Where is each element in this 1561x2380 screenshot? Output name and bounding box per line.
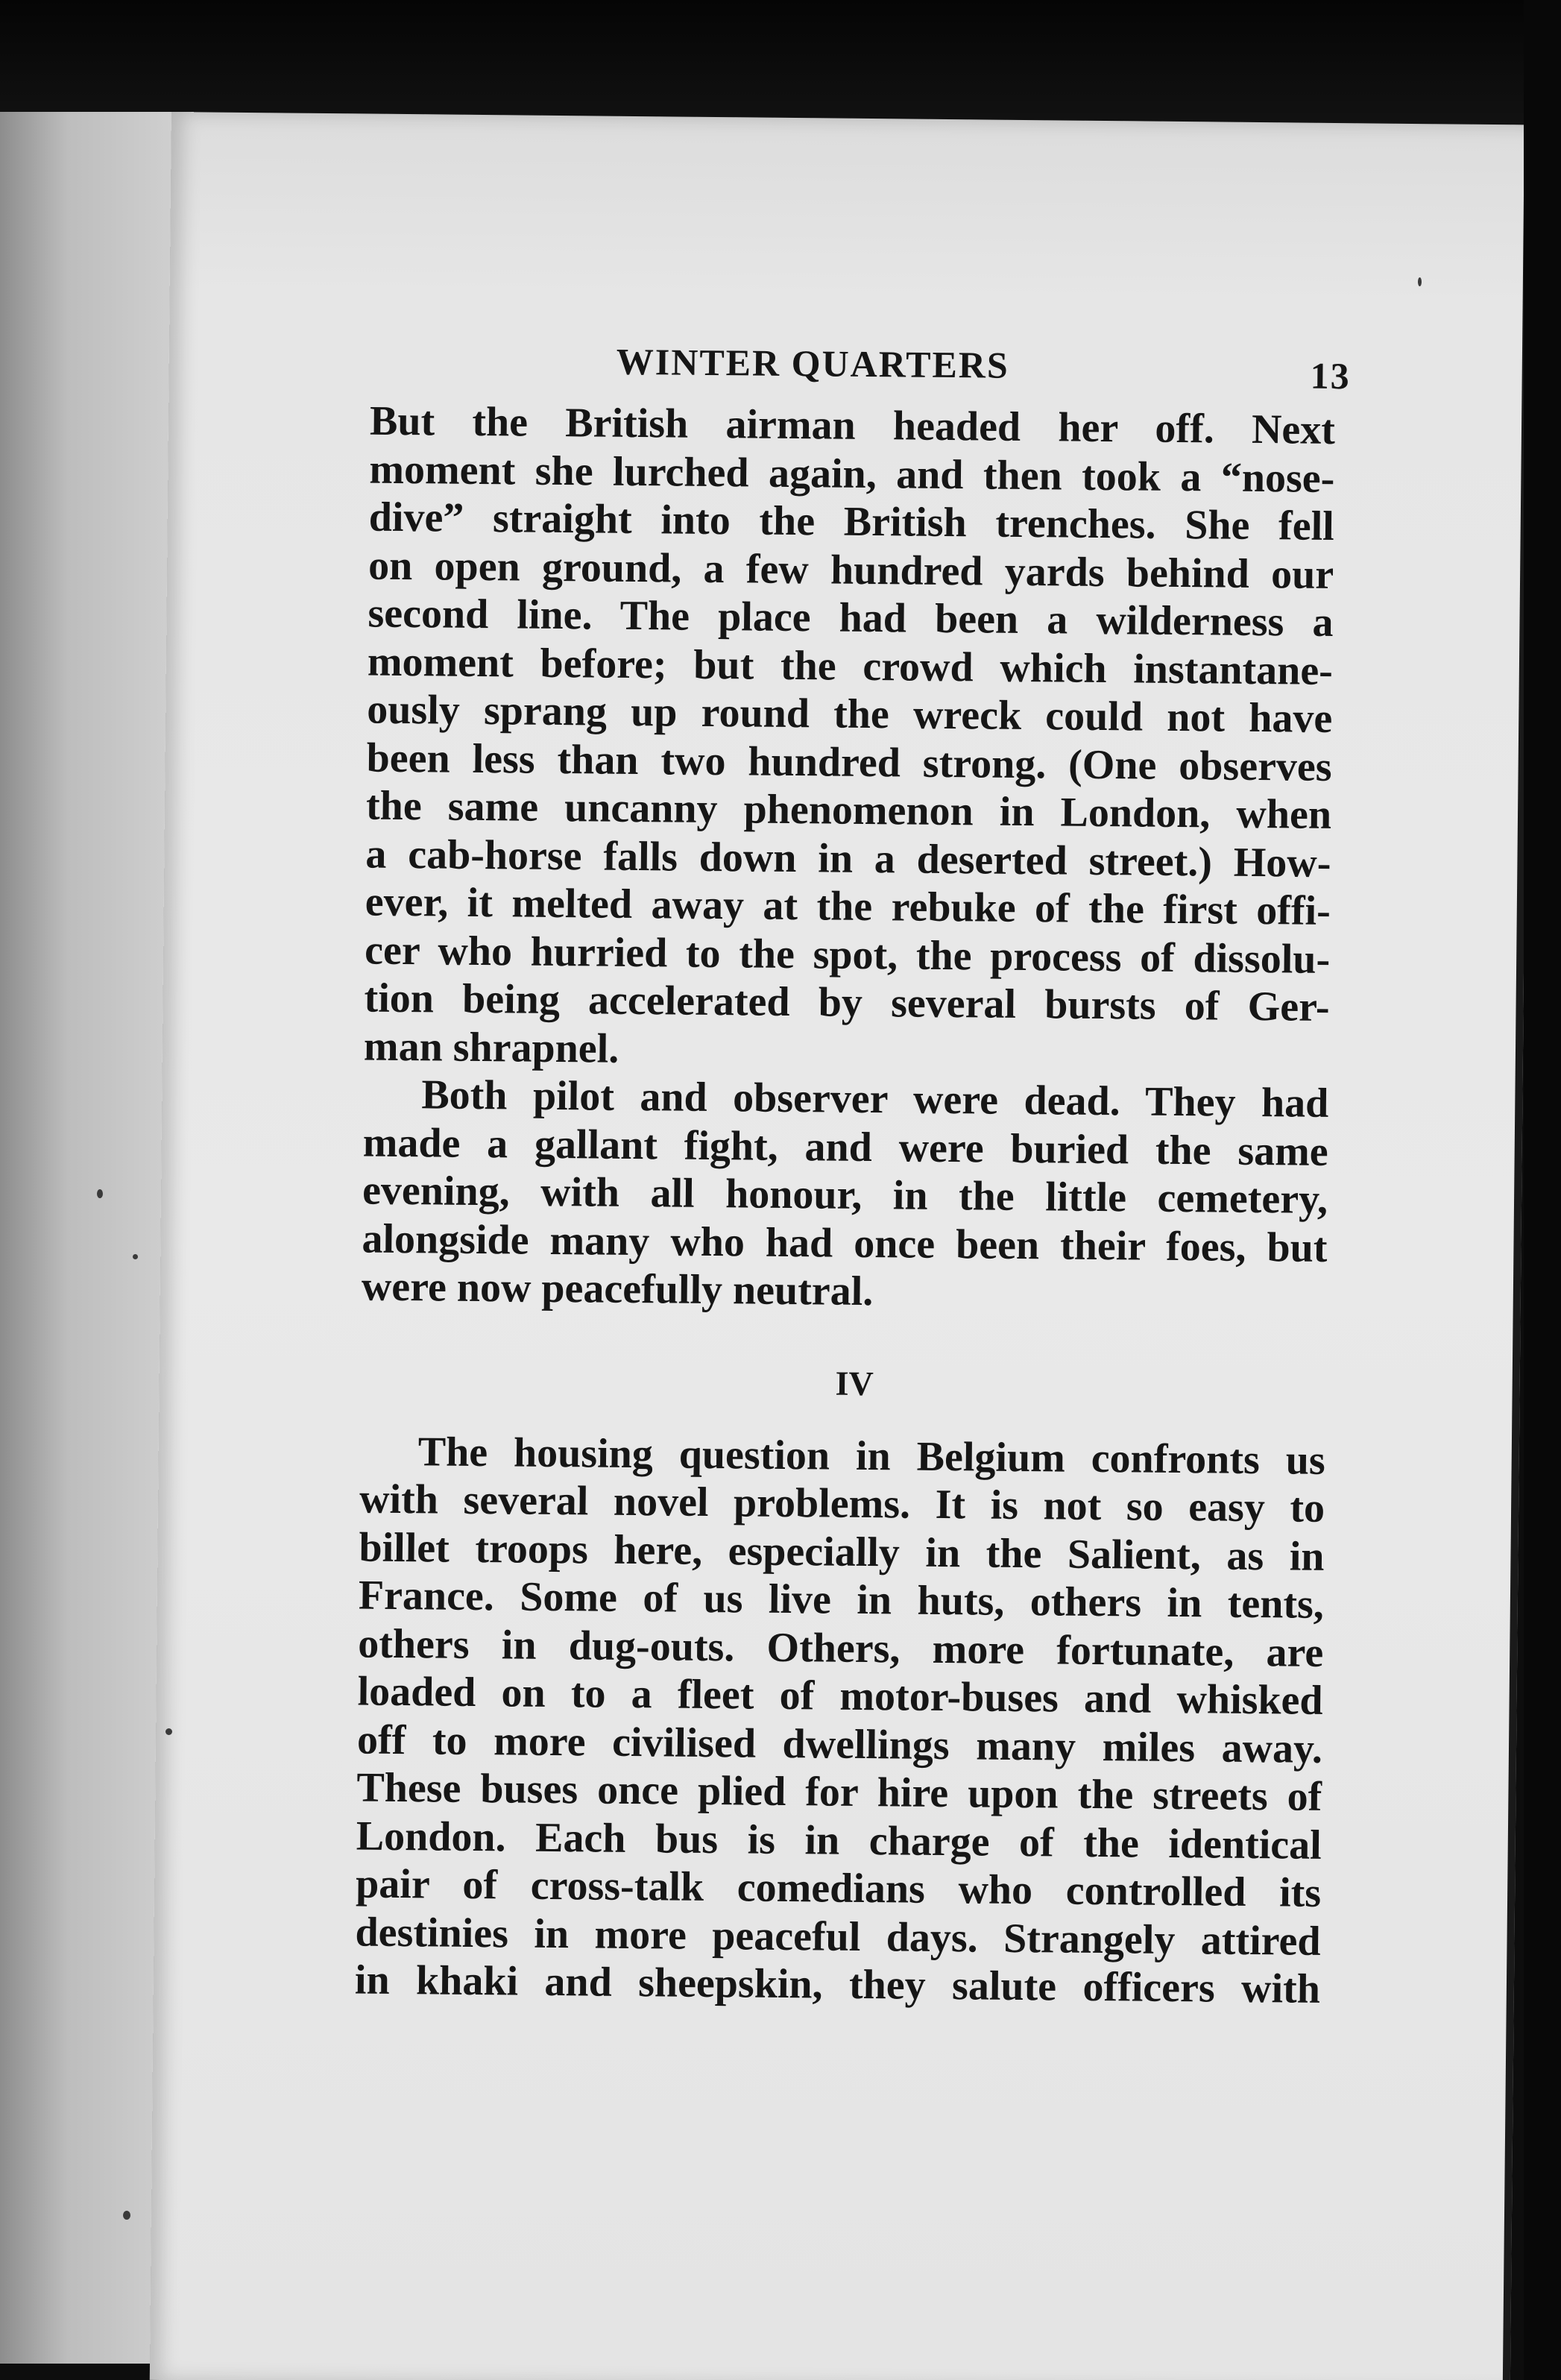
text-line: The housing question in Belgium confronts us [417,1428,1326,1484]
text-line: in khaki and sheepskin, they salute officers with [354,1956,1321,2012]
scan-speck [165,1728,172,1735]
text-line: cer who hurried to the spot, the process of dissolu- [364,927,1331,983]
page-text-block [354,338,1351,2014]
paragraph-2 [362,1071,1329,1320]
running-title: WINTER QUARTERS [616,340,1010,386]
text-line: man shrapnel. [363,1023,619,1072]
text-line: alongside many who had once been their foes, but [362,1215,1328,1271]
text-line: London. Each bus is in charge of the identical [356,1812,1322,1869]
scan-speck [123,2211,130,2220]
text-line: ously sprang up round the wreck could not have [367,686,1333,742]
text-line: ever, it melted away at the rebuke of the first offi- [365,878,1331,934]
text-line: been less than two hundred strong. (One observes [366,734,1332,790]
text-line: were now peacefully neutral. [361,1263,874,1315]
text-line: billet troops here, especially in the Salient, as in [359,1524,1325,1580]
scan-right-border [1524,0,1561,2380]
text-line: others in dug-outs. Others, more fortunate, are [357,1619,1324,1676]
scan-speck [133,1254,138,1259]
text-line: made a gallant fight, and were buried the same [362,1119,1328,1175]
scan-speck [97,1189,103,1198]
text-line: moment she lurched again, and then took a “nose- [369,446,1335,502]
text-line: off to more civilised dwellings many miles away. [356,1716,1323,1772]
text-line: moment before; but the crowd which instantane- [367,638,1334,694]
text-line: tion being accelerated by several bursts of Ger- [364,975,1330,1030]
running-head [370,338,1351,406]
text-line: loaded on to a fleet of motor-buses and whisked [357,1668,1323,1724]
text-line: destinies in more peaceful days. Strangely attired [355,1908,1321,1965]
scan-speck [1418,277,1422,286]
text-line: But the British airman headed her off. Next [369,397,1336,454]
text-line: with several novel problems. It is not so easy to [359,1476,1325,1531]
text-line: These buses once plied for hire upon the streets of [356,1764,1322,1820]
scan-top-border [0,0,1561,127]
text-line: France. Some of us live in huts, others in tents, [358,1572,1325,1628]
text-line: a cab-horse falls down in a deserted street.) How- [365,831,1331,887]
text-line: Both pilot and observer were dead. They had [421,1071,1329,1127]
paragraph-3 [355,1427,1325,2013]
text-line: the same uncanny phenomenon in London, when [365,782,1332,838]
paragraph-1 [364,397,1336,1080]
text-line: on open ground, a few hundred yards behind our [368,542,1334,598]
text-line: second line. The place had been a wilderness a [368,590,1334,646]
text-line: dive” straight into the British trenches. She fell [368,494,1335,550]
section-numeral: IV [835,1364,874,1402]
book-page [150,112,1532,2380]
text-line: evening, with all honour, in the little cemetery, [362,1167,1328,1223]
page-number: 13 [1310,354,1351,397]
text-line: pair of cross-talk comedians who controlled its [355,1860,1322,1916]
